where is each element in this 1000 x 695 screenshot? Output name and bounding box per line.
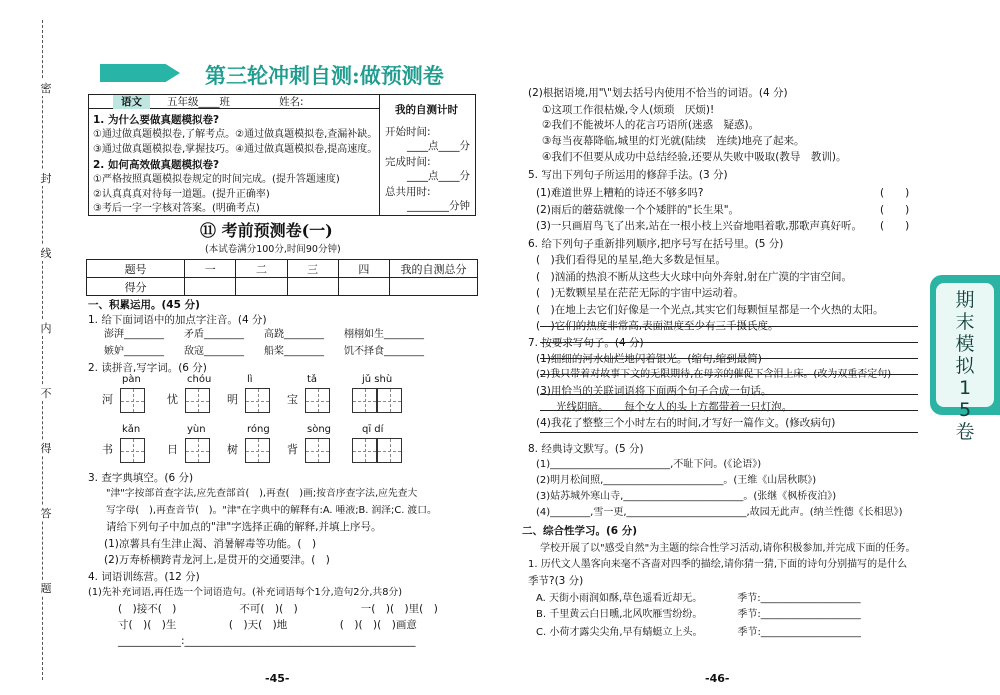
right-line: ( )无数颗星星在茫茫无际的宇宙中运动着。 [536,287,744,299]
left-line: 寸( )( )生 ( )天( )地 ( )( )( )画意 [118,619,417,631]
writing-grid[interactable] [120,388,145,413]
side-tab [930,275,1000,443]
answer-line[interactable] [540,432,918,433]
grid-character: 书 [102,443,113,456]
grid-character: 明 [227,393,238,406]
right-line: 1. 历代文人墨客向来毫不吝啬对四季的描绘,请你猜一猜,下面的诗句分别描写的是什么 [528,559,908,570]
info-q1: 1. 为什么要做真题模拟卷? [93,114,220,126]
right-line: (4)________,雪一更,________________________,故园无此声。(纳兰性德《长相思》) [536,507,903,518]
total-label: 总共用时: [385,186,431,198]
answer-paren[interactable]: ( ) [880,204,910,216]
info-q2-b: ②认真真真对待每一道题。(提升正确率) [93,189,270,200]
pinyin-label: qī dí [362,424,384,435]
info-q2-c: ③考后一字一字核对答案。(明确考点) [93,203,260,214]
start-label: 开始时间: [385,126,431,138]
right-line: (3)用恰当的关联词语将下面两个句子合成一句话。 [536,385,772,397]
page-number-left: -45- [265,672,290,685]
writing-grid[interactable] [305,438,330,463]
writing-grid[interactable] [305,388,330,413]
grid-character: 宝 [287,393,298,406]
right-line: (1)难道世界上糟粕的诗还不够多吗? [536,187,704,199]
pinyin-label: pàn [122,374,141,385]
seal-char: 题 [38,580,54,596]
seal-char: 密 [38,80,54,96]
right-line: ( )汹涌的热浪不断从这些大火球中向外奔射,射在广漠的宇宙空间。 [536,271,853,283]
score-row-label: 得分 [87,278,185,296]
right-line: ( )它们的热度非常高,表面温度至少有三千摄氏度。 [536,320,779,332]
score-header: 题号 [87,260,185,278]
timer-title: 我的自测计时 [395,104,458,116]
answer-paren[interactable]: ( ) [880,220,910,232]
right-line: 二、综合性学习。(6 分) [522,525,638,537]
exam-title: ⑪ 考前预测卷(一) [200,221,333,240]
seal-char: 得 [38,440,54,456]
left-line: ( )接不( ) 不可( )( ) 一( )( )里( ) [118,603,438,615]
banner-title: 第三轮冲刺自测:做预测卷 [205,63,444,88]
pencil-icon [100,64,180,82]
finish-time: ____点____分 [407,170,470,182]
score-cell[interactable] [338,278,389,296]
right-line: (3)一只画眉鸟飞了出来,站在一根小枝上兴奋地唱着歌,那歌声真好听。 [536,220,863,232]
left-line: (1)凉薯具有生津止渴、消暑解毒等功能。( ) [104,538,317,550]
left-line: 写字母( ),再查音节( )。"津"在字典中的解释有:A. 唾液;B. 润泽;C. 渡口。 [106,505,437,516]
score-cell[interactable] [185,278,236,296]
total-minutes: ________分钟 [407,200,470,212]
right-line: ( )在地上去它们好像是一个光点,其实它们每颗恒星都是一个火热的太阳。 [536,304,884,316]
info-box [88,94,476,216]
right-line: 6. 给下列句子重新排列顺序,把序号写在括号里。(5 分) [528,238,784,250]
answer-line[interactable] [540,410,918,411]
right-line: (2)雨后的蘑菇就像一个个矮胖的"长生果"。 [536,204,740,216]
right-line: 7. 按要求写句子。(4 分) [528,337,644,349]
right-line: ①这项工作很枯燥,令人(烦琐 厌烦)! [542,104,715,116]
pinyin-label: sòng [307,424,332,435]
right-line: (2)根据语境,用"\"划去括号内使用不恰当的词语。(4 分) [528,87,788,99]
left-line: 嫉妒________ 敌寇________ 船桨________ 饥不择食________ [104,346,424,357]
seal-char: 线 [38,245,54,261]
info-q2-a: ①严格按照真题模拟卷规定的时间完成。(提升答题速度) [93,174,340,185]
right-line: (2)我只带着对故事下文的无限期待,在母亲的催促下含泪上床。(改为双重否定句) [536,369,892,380]
score-cell[interactable] [390,278,478,296]
score-header: 三 [287,260,338,278]
writing-grid[interactable] [245,438,270,463]
left-line: 3. 查字典填空。(6 分) [88,472,194,484]
answer-line[interactable] [540,374,918,375]
banner [100,56,480,92]
writing-grid[interactable] [185,438,210,463]
writing-grid[interactable] [245,388,270,413]
right-line: C. 小荷才露尖尖角,早有蜻蜓立上头。 季节:____________________ [536,627,861,638]
info-q2: 2. 如何高效做真题模拟卷? [93,159,220,171]
grid-character: 树 [227,443,238,456]
info-q1-b: ③通过做真题模拟卷,掌握技巧。④通过做真题模拟卷,提高速度。 [93,144,378,155]
score-header: 我的自测总分 [390,260,478,278]
pinyin-label: róng [247,424,270,435]
seal-char: 封 [38,170,54,186]
right-line: B. 千里黄云白日曛,北风吹雁雪纷纷。 季节:____________________ [536,609,861,620]
answer-paren[interactable]: ( ) [880,187,910,199]
right-line: 光线阴暗。 每个女人的头上方都带着一只灯泡。 [556,401,793,413]
score-header: 一 [185,260,236,278]
grid-character: 河 [102,393,113,406]
left-line: 1. 给下面词语中的加点字注音。(4 分) [88,314,267,326]
writing-grid[interactable] [352,388,377,413]
name-label: 姓名: [279,96,304,108]
right-line: (4)我花了整整三个小时左右的时间,才写好一篇作文。(修改病句) [536,417,836,429]
score-table [86,259,478,296]
right-line: A. 天街小雨润如酥,草色遥看近却无。 季节:____________________ [536,593,861,604]
score-header: 二 [236,260,287,278]
grid-character: 背 [287,443,298,456]
answer-line[interactable] [540,394,918,395]
left-line: 2. 读拼音,写字词。(6 分) [88,362,207,374]
right-line: ③每当夜幕降临,城里的灯光就(陆续 连续)地亮了起来。 [542,135,805,147]
finish-label: 完成时间: [385,156,431,168]
pinyin-label: yùn [187,424,206,435]
seal-char: 内 [38,320,54,336]
subject: 语文 [113,95,150,109]
right-line: (2)明月松间照,________________________。(王维《山居秋暝》) [536,475,817,486]
left-line: 一、积累运用。(45 分) [88,299,200,311]
grade-class: 五年级____班 [167,96,230,108]
writing-grid[interactable] [185,388,210,413]
right-line: (1)细细的河水灿烂地闪着银光。(缩句,缩到最简) [536,353,762,365]
answer-line[interactable] [540,342,918,343]
right-line: ②我们不能被坏人的花言巧语所(迷惑 疑惑)。 [542,119,760,131]
left-line: ____________:____________________________________________ [118,635,416,647]
right-line: ( )我们看得见的星星,绝大多数是恒星。 [536,254,727,266]
grid-character: 忧 [167,393,178,406]
pinyin-label: lì [247,374,253,385]
left-line: 请给下列句子中加点的"津"字选择正确的解释,并填上序号。 [106,521,382,533]
writing-grid[interactable] [352,438,377,463]
right-line: 学校开展了以"感受自然"为主题的综合性学习活动,请你积极参加,并完成下面的任务。 [540,543,916,554]
seal-char: 不 [38,385,54,401]
left-line: "津"字按部首查字法,应先查部首( ),再查( )画;按音序查字法,应先查大 [106,488,418,499]
right-line: 季节?(3 分) [528,575,584,587]
pinyin-label: tǎ [307,374,318,385]
seal-column [30,20,60,680]
left-line: (1)先补充词语,再任选一个词语造句。(补充词语每个1分,造句2分,共8分) [88,587,403,598]
pinyin-label: chóu [187,374,212,385]
right-line: (1)________________________,不耻下问。(《论语》) [536,459,762,470]
writing-grid[interactable] [377,388,402,413]
writing-grid[interactable] [120,438,145,463]
info-q1-a: ①通过做真题模拟卷,了解考点。②通过做真题模拟卷,查漏补缺。 [93,129,378,140]
score-header: 四 [338,260,389,278]
page-number-right: -46- [705,672,730,685]
exam-note: (本试卷满分100分,时间90分钟) [205,244,341,255]
right-line: 8. 经典诗文默写。(5 分) [528,443,644,455]
score-cell[interactable] [287,278,338,296]
right-line: 5. 写出下列句子所运用的修辞手法。(3 分) [528,169,728,181]
grid-character: 日 [167,443,178,456]
right-line: ④我们不但要从成功中总结经验,还要从失败中吸取(教导 教训)。 [542,151,847,163]
pinyin-label: jǔ shù [362,374,393,385]
answer-line[interactable] [540,326,918,327]
left-line: (2)万寿桥横跨青龙河上,是贯开的交通要津。( ) [104,554,330,566]
score-cell[interactable] [236,278,287,296]
start-time: ____点____分 [407,140,470,152]
pinyin-label: kǎn [122,424,141,435]
seal-char: 答 [38,505,54,521]
right-line: (3)姑苏城外寒山寺,________________________。(张继《枫桥夜泊》) [536,491,837,502]
left-line: 澎湃________ 矛盾________ 高跷________ 栩栩如生________ [104,329,424,340]
answer-line[interactable] [540,358,918,359]
left-line: 4. 词语训练营。(12 分) [88,571,200,583]
writing-grid[interactable] [377,438,402,463]
side-tab-label: 期末模拟15卷 [955,289,975,443]
